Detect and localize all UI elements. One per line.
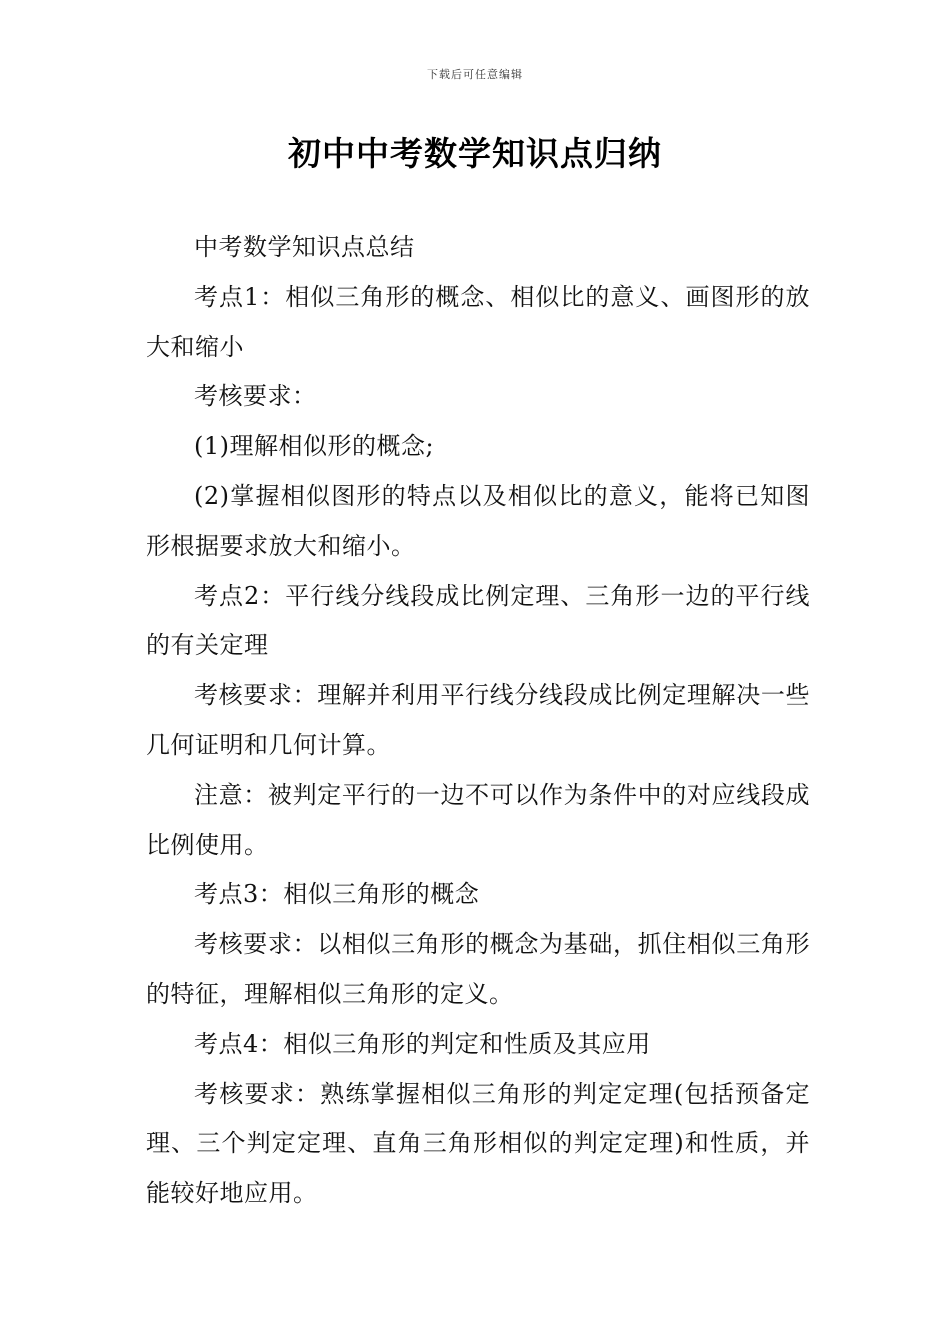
document-body [146,223,810,1219]
section-heading: 中考数学知识点总结 [194,233,415,261]
header-note: 下载后可任意编辑 [427,68,523,81]
requirement-item-2: (2)掌握相似图形的特点以及相似比的意义，能将已知图形根据要求放大和缩小。 [146,481,810,560]
requirement-text-3: 考核要求：以相似三角形的概念为基础，抓住相似三角形的特征，理解相似三角形的定义。 [146,930,810,1008]
requirement-text-4: 考核要求：熟练掌握相似三角形的判定定理(包括预备定理、三个判定定理、直角三角形相似的判定定理)和性质，并能较好地应用。 [146,1079,810,1208]
requirement-text-2: 考核要求：理解并利用平行线分线段成比例定理解决一些几何证明和几何计算。 [146,681,810,759]
exam-point-4: 考点4：相似三角形的判定和性质及其应用 [194,1029,651,1058]
exam-point-1: 考点1：相似三角形的概念、相似比的意义、画图形的放大和缩小 [146,282,810,361]
requirement-label: 考核要求： [194,382,317,411]
document-title: 初中中考数学知识点归纳 [288,134,662,173]
exam-point-2: 考点2：平行线分线段成比例定理、三角形一边的平行线的有关定理 [146,581,810,660]
note-text: 注意：被判定平行的一边不可以作为条件中的对应线段成比例使用。 [146,780,810,859]
exam-point-3: 考点3：相似三角形的概念 [194,880,480,909]
requirement-item-1: (1)理解相似形的概念; [194,432,435,461]
